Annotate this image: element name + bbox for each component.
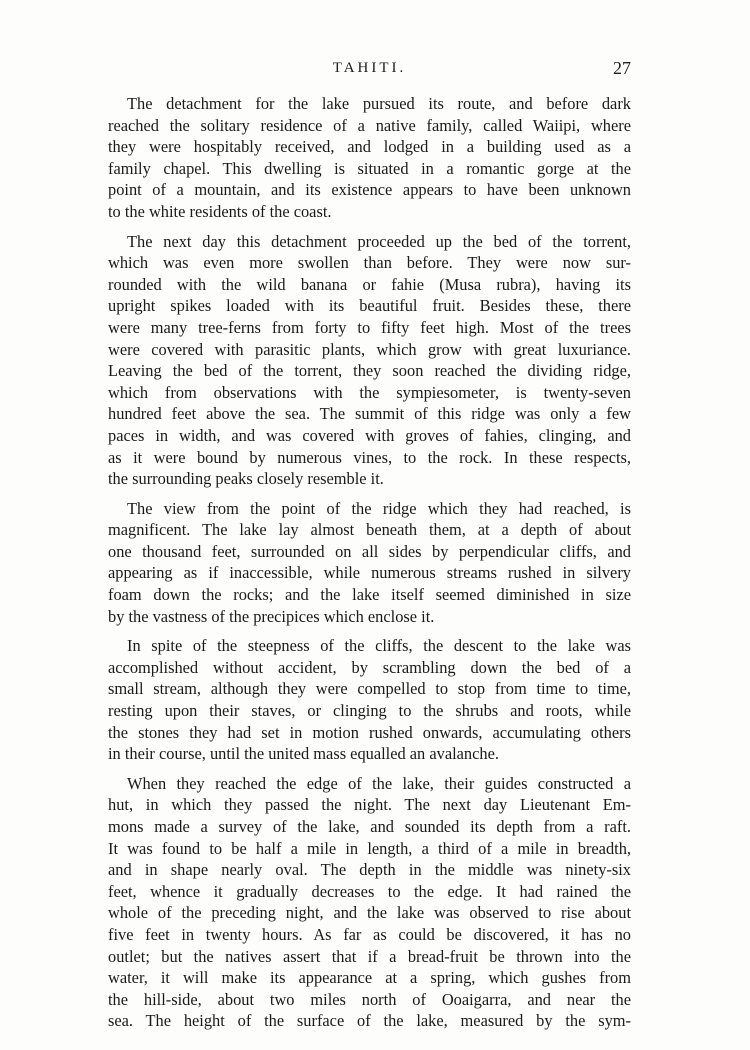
body-text [108, 93, 631, 1040]
text-line: in their course, until the united mass equalled an avalanche. [108, 744, 499, 764]
text-line: the stones they had set in motion rushed onwards, accumulating others [108, 722, 631, 742]
text-line: were covered with parasitic plants, which grow with great luxuriance. [108, 339, 631, 359]
text-line: It was found to be half a mile in length, a third of a mile in breadth, [108, 838, 631, 858]
text-line: foam down the rocks; and the lake itself seemed diminished in size [108, 585, 631, 605]
text-line: they were hospitably received, and lodged in a building used as a [108, 137, 631, 157]
page-number: 27 [613, 58, 631, 78]
paragraph [108, 635, 631, 765]
text-line: The detachment for the lake pursued its route, and before dark [127, 94, 631, 113]
text-line: feet, whence it gradually decreases to the edge. It had rained the [108, 881, 631, 901]
text-line: In spite of the steepness of the cliffs, the descent to the lake was [127, 636, 631, 656]
text-line: water, it will make its appearance at a spring, which gushes from [108, 968, 631, 988]
page-header [108, 56, 631, 82]
paragraph [108, 93, 631, 223]
text-line: sea. The height of the surface of the lake, measured by the sym- [108, 1011, 631, 1031]
text-line: accomplished without accident, by scrambling down the bed of a [108, 657, 631, 677]
text-line: resting upon their staves, or clinging to the shrubs and roots, while [108, 701, 631, 721]
text-line: The view from the point of the ridge which they had reached, is [127, 498, 631, 518]
text-line: hundred feet above the sea. The summit of this ridge was only a few [108, 404, 631, 424]
text-line: family chapel. This dwelling is situated in a romantic gorge at the [108, 158, 631, 178]
text-line: hut, in which they passed the night. The next day Lieutenant Em- [108, 795, 631, 815]
text-line: to the white residents of the coast. [108, 201, 332, 221]
text-line: were many tree-ferns from forty to fifty feet high. Most of the trees [108, 317, 631, 337]
text-line: and in shape nearly oval. The depth in the middle was ninety-six [108, 860, 631, 880]
text-line: paces in width, and was covered with groves of fahies, clinging, and [108, 425, 631, 445]
text-line: upright spikes loaded with its beautiful fruit. Besides these, there [108, 296, 631, 316]
text-line: which from observations with the sympiesometer, is twenty-seven [108, 382, 631, 402]
text-line: which was even more swollen than before. They were now sur- [108, 253, 631, 273]
text-line: five feet in twenty hours. As far as could be discovered, it has no [108, 924, 631, 944]
text-line: magnificent. The lake lay almost beneath them, at a depth of about [108, 520, 631, 540]
text-line: whole of the preceding night, and the lake was observed to rise about [108, 903, 631, 923]
text-line: rounded with the wild banana or fahie (Musa rubra), having its [108, 274, 631, 294]
text-line: When they reached the edge of the lake, their guides constructed a [127, 773, 631, 793]
text-line: by the vastness of the precipices which enclose it. [108, 606, 435, 626]
text-line: one thousand feet, surrounded on all sides by perpendicular cliffs, and [108, 541, 631, 561]
text-line: small stream, although they were compelled to stop from time to time, [108, 679, 631, 699]
text-line: point of a mountain, and its existence appears to have been unknown [108, 180, 631, 200]
text-line: the surrounding peaks closely resemble it. [108, 469, 384, 489]
text-line: mons made a survey of the lake, and sounded its depth from a raft. [108, 817, 631, 836]
running-title: TAHITI. [332, 60, 407, 76]
text-line: reached the solitary residence of a native family, called Waiipi, where [108, 115, 631, 135]
text-line: as it were bound by numerous vines, to the rock. In these respects, [108, 447, 631, 467]
text-line: Leaving the bed of the torrent, they soon reached the dividing ridge, [108, 361, 631, 381]
paragraph [108, 231, 631, 490]
text-line: appearing as if inaccessible, while numerous streams rushed in silvery [108, 563, 631, 583]
paragraph [108, 498, 631, 628]
text-line: The next day this detachment proceeded up the bed of the torrent, [127, 231, 631, 251]
paragraph [108, 773, 631, 1032]
text-line: outlet; but the natives assert that if a bread-fruit be thrown into the [108, 946, 631, 966]
text-line: the hill-side, about two miles north of Ooaigarra, and near the [108, 989, 631, 1009]
